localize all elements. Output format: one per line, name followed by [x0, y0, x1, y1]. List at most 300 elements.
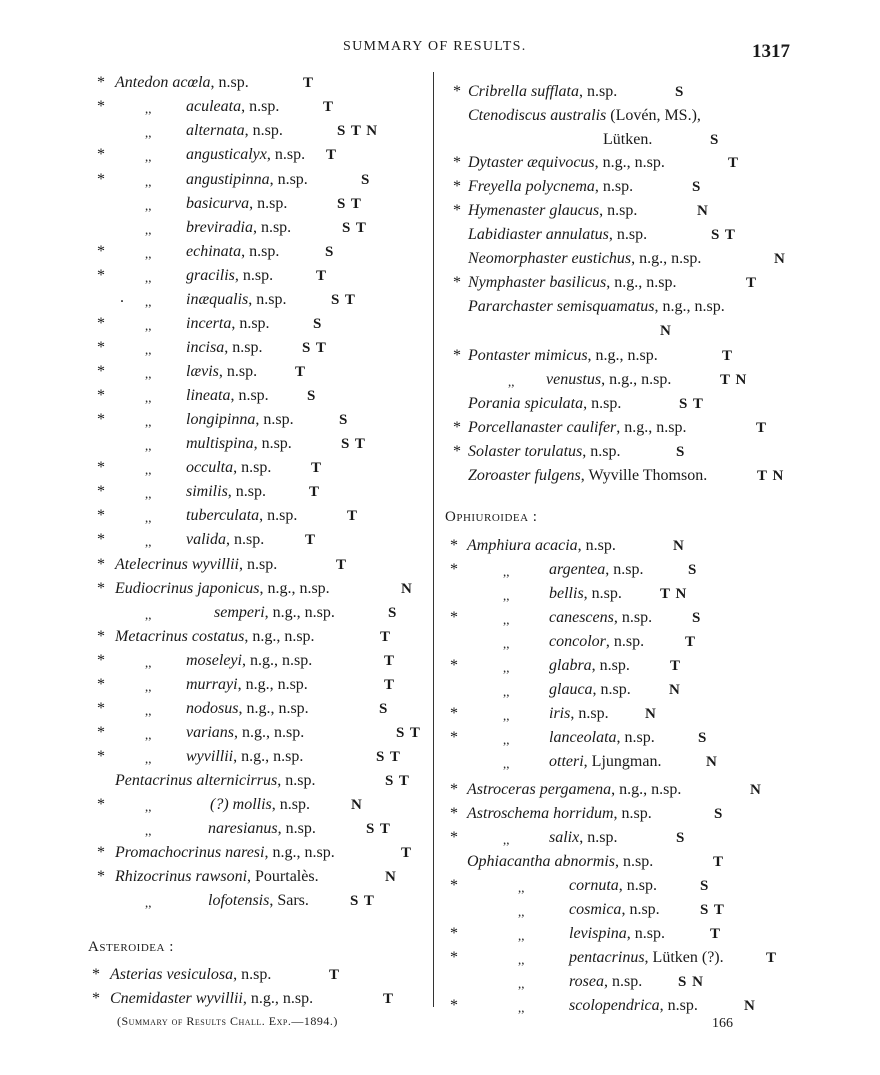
ophiuroidea-entry — [569, 924, 665, 944]
ditto-mark: ,, — [503, 756, 510, 771]
taxon-name: valida — [186, 531, 226, 548]
new-species-asterisk: * — [453, 154, 461, 171]
taxon-authority: , n.sp. — [259, 507, 298, 524]
locality-codes: N — [697, 203, 709, 219]
ditto-mark: ,, — [145, 462, 152, 477]
ditto-mark: ,, — [508, 374, 515, 389]
new-species-asterisk: * — [450, 877, 458, 894]
crinoidea-entry — [115, 843, 335, 863]
locality-codes: N — [774, 251, 786, 267]
taxon-authority: , n.sp. — [241, 243, 280, 260]
taxon-authority: , n.sp. — [269, 171, 308, 188]
taxon-name: wyvillii — [186, 748, 234, 765]
locality-codes: S N — [678, 974, 704, 990]
ditto-mark: ,, — [145, 318, 152, 333]
taxon-name: venustus — [546, 371, 602, 388]
ditto-mark: ,, — [503, 612, 510, 627]
asteroidea-entry — [468, 249, 701, 269]
taxon-authority: , n.sp. — [266, 146, 306, 163]
crinoidea-entry — [186, 362, 257, 382]
taxon-name: glauca — [549, 681, 593, 698]
new-species-asterisk: * — [97, 98, 105, 115]
taxon-name: Ctenodiscus australis — [468, 107, 607, 124]
ditto-mark: ,, — [145, 149, 152, 164]
ditto-mark: ,, — [145, 703, 152, 718]
ditto-mark: ,, — [145, 101, 152, 116]
locality-codes: T — [347, 508, 359, 524]
locality-codes: T — [329, 967, 341, 983]
ditto-mark: ,, — [145, 342, 152, 357]
crinoidea-entry — [186, 723, 304, 743]
taxon-name: Astroschema horridum — [467, 805, 614, 822]
crinoidea-entry — [186, 482, 266, 502]
locality-codes: S T — [376, 749, 401, 765]
taxon-authority: , n.sp. — [659, 997, 698, 1014]
locality-codes: S — [307, 388, 317, 404]
ditto-mark: ,, — [503, 636, 510, 651]
ophiuroidea-entry — [549, 828, 617, 848]
taxon-authority: , n.g., n.sp. — [616, 419, 687, 436]
ditto-mark: ,, — [518, 880, 525, 895]
locality-codes: S T — [337, 196, 362, 212]
taxon-authority: , n.g., n.sp. — [241, 652, 313, 669]
crinoidea-entry — [186, 530, 264, 550]
taxon-name: Neomorphaster eustichus — [468, 250, 632, 267]
taxon-name: Atelecrinus wyvillii — [115, 556, 239, 573]
asteroidea-entry — [468, 466, 707, 486]
locality-codes: S — [325, 244, 335, 260]
locality-codes: T — [309, 484, 321, 500]
taxon-authority: , n.g., n.sp. — [631, 250, 702, 267]
locality-codes: N — [750, 782, 762, 798]
crinoidea-entry — [186, 434, 292, 454]
asteroidea-entry — [110, 989, 313, 1009]
taxon-authority: , n.g., n.sp. — [611, 781, 682, 798]
new-species-asterisk: * — [97, 844, 105, 861]
taxon-authority: , n.sp. — [210, 74, 249, 91]
locality-codes: T — [670, 658, 682, 674]
crinoidea-entry — [115, 73, 249, 93]
asteroidea-entry — [546, 370, 671, 390]
taxon-name: Zoroaster fulgens — [468, 467, 581, 484]
asteroidea-entry — [468, 346, 658, 366]
taxon-authority: , n.sp. — [231, 315, 270, 332]
ditto-mark: ,, — [145, 174, 152, 189]
taxon-name: rosea — [569, 973, 604, 990]
taxon-name: murrayi — [186, 676, 238, 693]
asteroidea-entry — [468, 273, 676, 293]
taxon-authority: , n.g., n.sp. — [264, 604, 335, 621]
locality-codes: S — [676, 830, 686, 846]
locality-codes: S — [692, 179, 702, 195]
crinoidea-entry — [115, 867, 319, 887]
new-species-asterisk: * — [453, 202, 461, 219]
taxon-authority: , n.sp. — [218, 363, 258, 380]
taxon-name: nodosus — [186, 700, 239, 717]
taxon-name: lineata — [186, 387, 231, 404]
taxon-name: (?) mollis — [210, 796, 272, 813]
locality-codes: N — [660, 323, 672, 339]
taxon-name: Labidiaster annulatus — [468, 226, 609, 243]
taxon-authority: , n.sp. — [599, 202, 638, 219]
taxon-name: Promachocrinus naresi — [115, 844, 265, 861]
locality-codes: S — [698, 730, 708, 746]
ditto-mark: ,, — [145, 125, 152, 140]
locality-codes: T — [710, 926, 722, 942]
new-species-asterisk: * — [450, 829, 458, 846]
crinoidea-entry — [186, 314, 270, 334]
locality-codes: S — [675, 84, 685, 100]
taxon-name: semperi — [214, 604, 265, 621]
locality-codes: S T — [342, 220, 367, 236]
new-species-asterisk: * — [97, 339, 105, 356]
new-species-asterisk: * — [450, 997, 458, 1014]
crinoidea-entry — [208, 819, 316, 839]
crinoidea-entry — [186, 218, 291, 238]
taxon-authority: , n.sp. — [253, 435, 292, 452]
crinoidea-entry — [214, 603, 335, 623]
taxon-authority: , n.sp. — [244, 122, 283, 139]
taxon-authority: , n.sp. — [233, 459, 272, 476]
new-species-asterisk: * — [453, 178, 461, 195]
crinoidea-entry — [186, 290, 286, 310]
taxon-authority: , n.sp. — [608, 226, 648, 243]
taxon-name: salix — [549, 829, 580, 846]
taxon-name: Hymenaster glaucus — [468, 202, 600, 219]
taxon-authority: , n.sp. — [582, 443, 621, 460]
locality-codes: S — [339, 412, 349, 428]
crinoidea-entry — [186, 651, 312, 671]
new-species-asterisk: * — [97, 171, 105, 188]
ditto-mark: ,, — [518, 952, 525, 967]
taxon-authority: , n.sp. — [591, 657, 630, 674]
taxon-name: gracilis — [186, 267, 235, 284]
locality-codes: S T — [341, 436, 366, 452]
taxon-name: Pararchaster semisquamatus — [468, 298, 655, 315]
taxon-authority: , n.sp. — [271, 796, 311, 813]
taxon-name: Pontaster mimicus — [468, 347, 588, 364]
new-species-asterisk: * — [453, 443, 461, 460]
new-species-asterisk: * — [97, 700, 105, 717]
locality-codes: S — [700, 878, 710, 894]
taxon-authority: , n.sp. — [613, 805, 652, 822]
taxon-authority: , Pourtalès. — [247, 868, 319, 885]
asteroidea-entry — [468, 153, 665, 173]
taxon-authority: Lütken. — [603, 131, 653, 148]
asteroidea-entry — [468, 394, 621, 414]
locality-codes: N — [669, 682, 681, 698]
locality-codes: S T N — [337, 123, 379, 139]
ditto-mark: ,, — [518, 928, 525, 943]
locality-codes: S — [714, 806, 724, 822]
ditto-mark: ,, — [518, 904, 525, 919]
ditto-mark: ,, — [145, 823, 152, 838]
taxon-authority: , n.sp. — [579, 829, 618, 846]
new-species-asterisk: * — [97, 459, 105, 476]
locality-codes: S T — [366, 821, 391, 837]
ophiuroidea-entry — [549, 608, 652, 628]
ditto-mark: ,, — [518, 976, 525, 991]
taxon-authority: , n.sp. — [594, 178, 634, 195]
ophiuroidea-entry — [549, 728, 655, 748]
taxon-name: scolopendrica — [569, 997, 660, 1014]
taxon-authority: , n.sp. — [238, 556, 278, 573]
taxon-authority: , n.sp. — [583, 585, 622, 602]
taxon-authority: , n.sp. — [605, 633, 645, 650]
new-species-asterisk: * — [453, 419, 461, 436]
new-species-asterisk: * — [450, 805, 458, 822]
taxon-authority: , n.sp. — [233, 966, 272, 983]
taxon-authority: , n.sp. — [621, 901, 660, 918]
ditto-mark: ,, — [145, 270, 152, 285]
taxon-authority: , n.g., n.sp. — [237, 676, 308, 693]
asteroidea-entry — [468, 442, 620, 462]
locality-codes: T N — [660, 586, 688, 602]
locality-codes: T — [384, 677, 396, 693]
locality-codes: T — [336, 557, 348, 573]
ditto-mark: ,, — [503, 660, 510, 675]
footer-signature: 166 — [712, 1016, 733, 1031]
taxon-name: naresianus — [208, 820, 278, 837]
taxon-name: cosmica — [569, 901, 622, 918]
new-species-asterisk: * — [97, 267, 105, 284]
locality-codes: N — [385, 869, 397, 885]
locality-codes: T — [384, 653, 396, 669]
crinoidea-entry — [186, 699, 309, 719]
asteroidea-entry — [468, 418, 687, 438]
taxon-name: Dytaster æquivocus — [468, 154, 595, 171]
taxon-authority: , n.g., n.sp. — [233, 748, 304, 765]
taxon-name: multispina — [186, 435, 254, 452]
taxon-authority: , n.g., n.sp. — [601, 371, 672, 388]
taxon-authority: , n.sp. — [234, 267, 274, 284]
crinoidea-entry — [115, 579, 330, 599]
crinoidea-entry — [186, 386, 269, 406]
taxon-name: occulta — [186, 459, 234, 476]
taxon-name: Rhizocrinus rawsoni — [115, 868, 248, 885]
ophiuroidea-entry — [549, 656, 630, 676]
running-title: SUMMARY OF RESULTS. — [343, 39, 527, 54]
ophiuroidea-entry — [467, 536, 616, 556]
taxon-authority: , n.g., n.sp. — [654, 298, 725, 315]
taxon-authority: , n.g., n.sp. — [259, 580, 330, 597]
new-species-asterisk: * — [97, 580, 105, 597]
crinoidea-entry — [186, 242, 279, 262]
ophiuroidea-entry — [569, 876, 657, 896]
new-species-asterisk: * — [450, 949, 458, 966]
locality-codes: S T — [711, 227, 736, 243]
locality-codes: S T — [700, 902, 725, 918]
ditto-mark: ,, — [503, 708, 510, 723]
new-species-asterisk: * — [97, 748, 105, 765]
taxon-authority: , n.sp. — [277, 772, 316, 789]
locality-codes: S T — [679, 396, 704, 412]
locality-codes: T — [323, 99, 335, 115]
new-species-asterisk: * — [97, 531, 105, 548]
crinoidea-entry — [186, 194, 287, 214]
taxon-authority: , n.sp. — [230, 387, 269, 404]
taxon-name: lofotensis — [208, 892, 270, 909]
ditto-mark: ,, — [503, 588, 510, 603]
locality-codes: T — [295, 364, 307, 380]
taxon-name: alternata — [186, 122, 245, 139]
asteroidea-heading: Asteroidea : — [88, 939, 174, 955]
taxon-authority: , n.sp. — [577, 537, 616, 554]
locality-codes: N — [673, 538, 685, 554]
new-species-asterisk: * — [97, 74, 105, 91]
taxon-name: Porcellanaster caulifer — [468, 419, 617, 436]
new-species-asterisk: * — [450, 537, 458, 554]
taxon-name: lævis — [186, 363, 219, 380]
new-species-asterisk: * — [450, 781, 458, 798]
taxon-name: Metacrinus costatus — [115, 628, 245, 645]
ditto-mark: ,, — [503, 684, 510, 699]
locality-codes: T — [722, 348, 734, 364]
ditto-mark: ,, — [145, 294, 152, 309]
taxon-authority: , n.sp. — [613, 609, 653, 626]
locality-codes: N — [351, 797, 363, 813]
locality-codes: T — [685, 634, 697, 650]
new-species-asterisk: * — [450, 729, 458, 746]
ditto-mark: ,, — [145, 655, 152, 670]
asteroidea-entry — [468, 106, 701, 126]
asteroidea-entry — [603, 130, 652, 150]
locality-codes: S — [692, 610, 702, 626]
taxon-name: otteri — [549, 753, 584, 770]
new-species-asterisk: * — [97, 387, 105, 404]
ophiuroidea-entry — [549, 632, 644, 652]
taxon-name: breviradia — [186, 219, 253, 236]
locality-codes: T — [746, 275, 758, 291]
asteroidea-entry — [468, 82, 617, 102]
taxon-name: lanceolata — [549, 729, 617, 746]
taxon-name: Antedon acœla — [115, 74, 211, 91]
ophiuroidea-entry — [549, 680, 631, 700]
taxon-name: tuberculata — [186, 507, 260, 524]
crinoidea-entry — [115, 627, 315, 647]
taxon-name: longipinna — [186, 411, 256, 428]
ditto-mark: ,, — [145, 414, 152, 429]
crinoidea-entry — [186, 506, 297, 526]
taxon-authority: , n.sp. — [603, 973, 643, 990]
ophiuroidea-entry — [569, 996, 698, 1016]
new-species-asterisk: * — [97, 724, 105, 741]
taxon-name: levispina — [569, 925, 627, 942]
ophiuroidea-entry — [467, 804, 652, 824]
taxon-authority: , n.sp. — [248, 291, 287, 308]
ophiuroidea-entry — [549, 584, 622, 604]
taxon-authority: , n.sp. — [578, 83, 618, 100]
taxon-authority: , n.sp. — [570, 705, 609, 722]
ophiuroidea-entry — [569, 948, 724, 968]
locality-codes: T — [316, 268, 328, 284]
taxon-authority: , n.g., n.sp. — [238, 700, 309, 717]
locality-codes: S T — [385, 773, 410, 789]
locality-codes: T — [383, 991, 395, 1007]
new-species-asterisk: * — [453, 274, 461, 291]
ditto-mark: ,, — [145, 799, 152, 814]
taxon-name: Solaster torulatus — [468, 443, 583, 460]
new-species-asterisk: * — [450, 609, 458, 626]
ophiuroidea-entry — [549, 752, 661, 772]
taxon-name: Eudiocrinus japonicus — [115, 580, 260, 597]
locality-codes: S — [361, 172, 371, 188]
new-species-asterisk: * — [453, 347, 461, 364]
taxon-authority: , n.sp. — [618, 877, 658, 894]
taxon-authority: (Lovén, MS.), — [606, 107, 701, 124]
new-species-asterisk: * — [97, 146, 105, 163]
ditto-mark: ,, — [145, 895, 152, 910]
page-number: 1317 — [752, 41, 790, 62]
taxon-name: Freyella polycnema — [468, 178, 595, 195]
locality-codes: S — [676, 444, 686, 460]
crinoidea-entry — [115, 555, 277, 575]
locality-codes: S T — [396, 725, 421, 741]
crinoidea-entry — [186, 410, 294, 430]
locality-codes: T — [713, 854, 725, 870]
new-species-asterisk: * — [97, 411, 105, 428]
taxon-authority: , n.sp. — [616, 729, 655, 746]
taxon-authority: , n.sp. — [605, 561, 644, 578]
ditto-mark: ,, — [145, 438, 152, 453]
taxon-name: angustipinna — [186, 171, 270, 188]
taxon-name: Pentacrinus alternicirrus — [115, 772, 278, 789]
crinoidea-entry — [186, 97, 279, 117]
locality-codes: T — [728, 155, 740, 171]
taxon-name: angusticalyx — [186, 146, 267, 163]
taxon-name: Amphiura acacia — [467, 537, 578, 554]
taxon-authority: , n.sp. — [626, 925, 665, 942]
taxon-authority: , n.sp. — [615, 853, 654, 870]
crinoidea-entry — [186, 145, 305, 165]
locality-codes: N — [706, 754, 718, 770]
taxon-name: iris — [549, 705, 571, 722]
locality-codes: T — [401, 845, 413, 861]
crinoidea-entry — [186, 121, 283, 141]
ophiuroidea-entry — [549, 704, 609, 724]
taxon-name: Asterias vesiculosa — [110, 966, 234, 983]
ditto-mark: ,, — [145, 486, 152, 501]
ditto-mark: ,, — [503, 732, 510, 747]
taxon-authority: , n.sp. — [583, 395, 622, 412]
taxon-name: Porania spiculata — [468, 395, 584, 412]
ophiuroidea-entry — [569, 900, 660, 920]
ditto-mark: ,, — [145, 727, 152, 742]
locality-codes: S T — [331, 292, 356, 308]
taxon-authority: , Ljungman. — [583, 753, 662, 770]
ditto-mark: ,, — [145, 246, 152, 261]
locality-codes: S — [388, 605, 398, 621]
ophiuroidea-entry — [549, 560, 644, 580]
taxon-authority: , n.g., n.sp. — [234, 724, 305, 741]
ditto-mark: ,, — [145, 510, 152, 525]
taxon-authority: , Wyville Thomson. — [580, 467, 708, 484]
taxon-authority: , n.g., n.sp. — [587, 347, 658, 364]
taxon-name: inæqualis — [186, 291, 249, 308]
ditto-mark: ,, — [145, 751, 152, 766]
locality-codes: T — [756, 420, 768, 436]
new-species-asterisk: * — [450, 705, 458, 722]
taxon-authority: , n.sp. — [224, 339, 263, 356]
taxon-name: similis — [186, 483, 228, 500]
locality-codes: T — [766, 950, 778, 966]
crinoidea-entry — [186, 266, 273, 286]
locality-codes: T — [380, 629, 392, 645]
taxon-name: Nymphaster basilicus — [468, 274, 607, 291]
asteroidea-entry — [468, 201, 637, 221]
taxon-authority: , n.sp. — [277, 820, 316, 837]
new-species-asterisk: * — [97, 796, 105, 813]
